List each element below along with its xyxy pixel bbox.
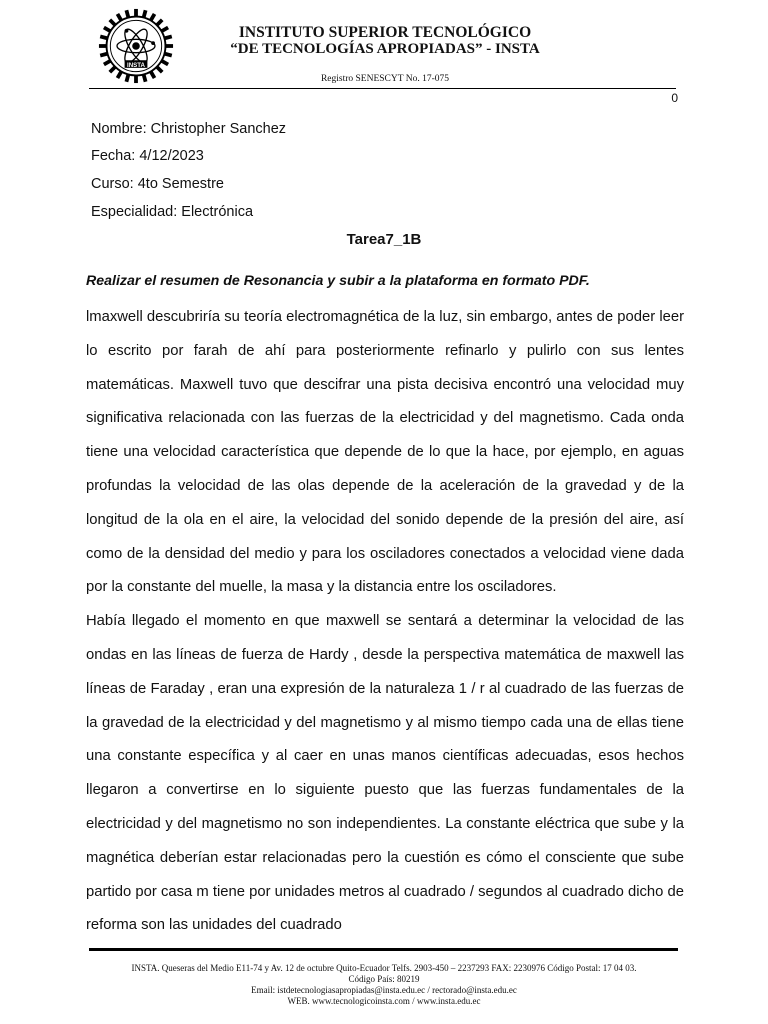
footer-email: Email: istdetecnologiasapropiadas@insta.edu.ec / rectorado@insta.edu.ec bbox=[251, 985, 517, 995]
footer-address: INSTA. Queseras del Medio E11-74 y Av. 12 de octubre Quito-Ecuador Telfs. 2903-450 – 2237293 FAX: 2230976 Código Postal: 17 04 03. bbox=[131, 963, 637, 973]
institution-subtitle: “DE TECNOLOGÍAS APROPIADAS” - INSTA bbox=[230, 41, 540, 57]
specialty-field: Especialidad: Electrónica bbox=[91, 204, 254, 220]
student-name: Nombre: Christopher Sanchez bbox=[91, 121, 287, 137]
footer-divider bbox=[89, 948, 678, 951]
institution-name: INSTITUTO SUPERIOR TECNOLÓGICO bbox=[238, 24, 532, 41]
logo-wordmark: INSTA bbox=[126, 61, 146, 69]
course-field: Curso: 4to Semestre bbox=[91, 176, 224, 192]
page-number: 0 bbox=[671, 91, 678, 105]
document-body bbox=[86, 301, 684, 943]
date-field: Fecha: 4/12/2023 bbox=[91, 148, 204, 164]
institute-logo bbox=[98, 8, 174, 84]
registro-number: Registro SENESCYT No. 17-075 bbox=[320, 74, 450, 84]
body-paragraph: lmaxwell descubriría su teoría electromagnética de la luz, sin embargo, antes de poder leer lo escrito por farah de ahí para posteriormente refinarlo y pulirlo con sus lentes matemáticas. Maxwell tuvo que descifrar una pista decisiva encontró una velocidad muy significativa relacionada con las fuerzas de la electricidad y del magnetismo. Cada onda tiene una velocidad característica que depende de lo que la hace, por ejemplo, en aguas profundas la velocidad de las olas depende de la aceleración de la gravedad y de la longitud de la ola en el aire, la velocidad del sonido depende de la presión del aire, así como de la densidad del medio y para los osciladores conectados a velocidad viene dada por la constante del muelle, la masa y la distancia entre los osciladores. bbox=[86, 309, 684, 596]
footer-web: WEB. www.tecnologicoinsta.com / www.insta.edu.ec bbox=[287, 996, 481, 1006]
body-paragraph: Había llegado el momento en que maxwell se sentará a determinar la velocidad de las ondas en las líneas de fuerza de Hardy , desde la perspectiva matemática de maxwell las líneas de Faraday , eran una expresión de la naturaleza 1 / r al cuadrado de las fuerzas de la gravedad de la electricidad y del magnetismo y al mismo tiempo cada una de ellas tiene una constante específica y al caer en unas manos científicas adecuadas, esos hechos llegaron a convertirse en lo siguiente puesto que las fuerzas fundamentales de la electricidad y del magnetismo no son independientes. La constante eléctrica que sube y la magnética deberían estar relacionadas pero la cuestión es cómo el consciente que sube partido por casa m tiene por unidades metros al cuadrado / segundos al cuadrado dicho de reforma son las unidades del cuadrado bbox=[86, 613, 684, 934]
task-instruction: Realizar el resumen de Resonancia y subir a la plataforma en formato PDF. bbox=[86, 273, 590, 289]
header-divider bbox=[89, 88, 676, 89]
task-title: Tarea7_1B bbox=[346, 231, 422, 248]
footer-country-code: Código País: 80219 bbox=[348, 974, 420, 984]
